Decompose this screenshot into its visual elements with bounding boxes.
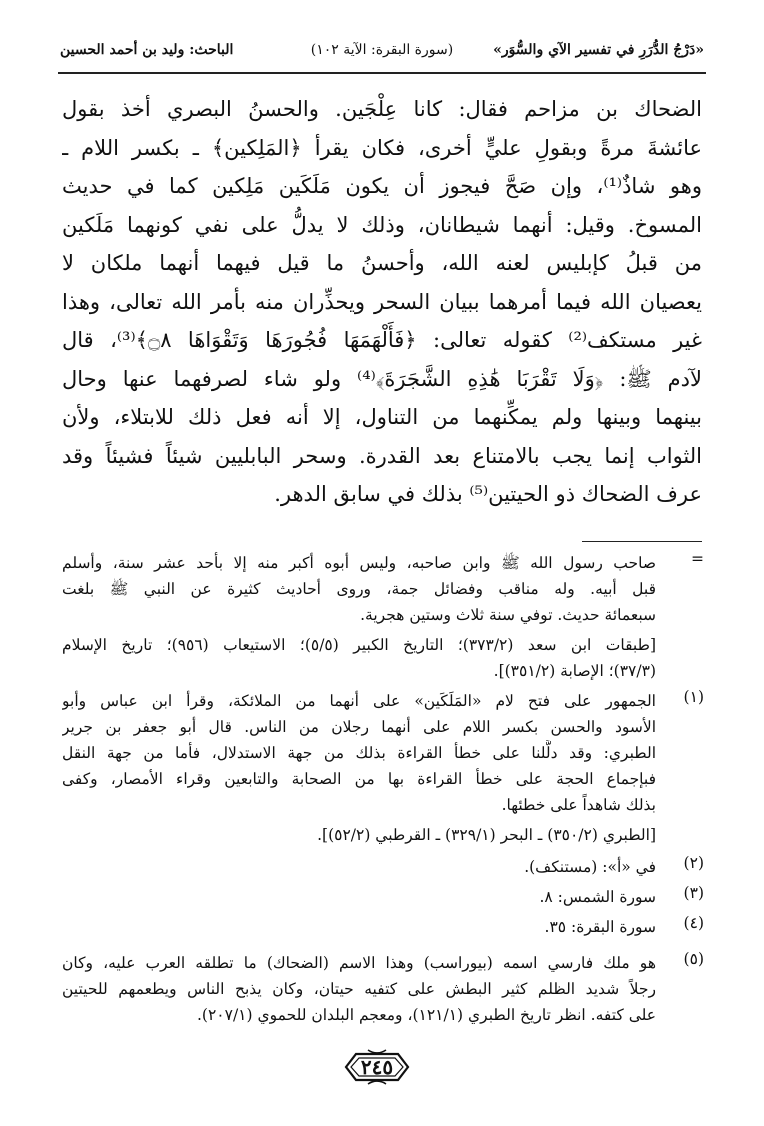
footnote-5: [62, 950, 704, 1028]
text-line: يعصيان الله فيما أمرهما ببيان السحر ويحذِّران منه بأمر الله تعالى، وهذا: [62, 289, 702, 314]
footnote-line: في «أ»: (مستنكف).: [524, 858, 656, 876]
header-rule: [58, 72, 706, 74]
footnote-3: [62, 884, 704, 910]
footnote-continued: [62, 550, 704, 628]
text-line: المسوخ. وقيل: أنهما شيطانان، وذلك لا يدلُّ على نفي كونهما مَلَكين: [62, 212, 702, 237]
main-text: [62, 90, 702, 514]
footnote-line: [طبقات ابن سعد (٣٧٣/٢)؛ التاريخ الكبير (٥/٥)؛ الاستيعاب (٩٥٦)؛ تاريخ الإسلام: [62, 636, 656, 654]
footnote-2: [62, 854, 704, 880]
footnote-line: على كتفه. انظر تاريخ الطبري (١٢١/١)، ومعجم البلدان للحموي (٢٠٧/١).: [196, 1006, 656, 1024]
page-number-ornament: [342, 1048, 412, 1086]
footnote-line: سورة الشمس: ٨.: [539, 888, 656, 906]
footnote-line: صاحب رسول الله ﷺ وابن صاحبه، وليس أبوه أكبر منه إلا بأحد عشر سنة، وأسلم: [62, 554, 656, 572]
text-line: عرف الضحاك ذو الحيتين⁽⁵⁾ بذلك في سابق الدهر.: [274, 482, 702, 506]
researcher-name: الباحث: وليد بن أحمد الحسين: [60, 42, 234, 58]
text-line: عائشةَ مرةً وبقولِ عليٍّ أخرى، فكان يقرأ ﴿المَلِكين﴾ ـ بكسر اللام ـ: [62, 135, 702, 160]
footnote-mark: (٣): [683, 884, 704, 902]
footnote-line: سورة البقرة: ٣٥.: [544, 918, 656, 936]
footnote-mark: (٤): [683, 914, 704, 932]
text-line: وهو شاذٌ⁽¹⁾، وإن صَحَّ فيجوز أن يكون مَلَكَين مَلِكين كما في حديث: [62, 174, 702, 198]
text-line: غير مستكف⁽²⁾ كقوله تعالى: ﴿فَأَلْهَمَهَا فُجُورَهَا وَتَقْوَاهَا ۝٨﴾⁽³⁾، قال: [62, 328, 702, 352]
footnote-line: (٣٧/٣)؛ الإصابة (٣٥١/٢)].: [493, 662, 656, 680]
text-line: الثواب إنما يجب بالامتناع بعد القدرة. وسحر البابليين شيئاً فشيئاً وقد: [62, 443, 702, 468]
book-title: «دَرْجُ الدُّرَرِ في تفسير الآي والسُّوَر»: [493, 42, 704, 58]
footnote-line: [الطبري (٣٥٠/٢) ـ البحر (٣٢٩/١) ـ القرطبي (٥٢/٢)].: [317, 826, 656, 844]
text-line: بينهما وبينها ولم يمكِّنهما من التناول، إلا أنه فعل ذلك للابتلاء، ولأن: [62, 405, 702, 429]
text-line: لآدم ﷺ: ﴿وَلَا تَقْرَبَا هَٰذِهِ الشَّجَرَةَ﴾⁽⁴⁾ ولو شاء لصرفهما عنها وحال: [62, 366, 702, 391]
footnote-line: فبإجماع الحجة على خطأ القراءة بها من الصحابة والتابعين وقراء الأمصار، وكفى: [62, 770, 656, 788]
footnote-sources: [62, 632, 704, 684]
footnote-line: هو ملك فارسي اسمه (بيوراسب) وهذا الاسم (الضحاك) ما تطلقه العرب عليه، وكان: [62, 954, 656, 972]
footnote-line: الطبري: وقد دلَّلنا على خطأ القراءة بذلك من جهة الاستدلال، فأما من جهة النقل: [62, 744, 656, 762]
footnote-mark: =: [691, 550, 704, 568]
footnote-line: الأسود والحسن بكسر اللام على أنهما رجلان من الناس. قال أبو جعفر بن جرير: [62, 718, 656, 736]
surah-reference: (سورة البقرة: الآية ١٠٢): [310, 42, 454, 58]
page-number: ٢٤٥: [360, 1055, 394, 1079]
footnote-line: بذلك شاهداً على خطئها.: [501, 796, 656, 814]
footnote-4: [62, 914, 704, 940]
footnote-mark: (١): [683, 688, 704, 706]
text-line: الضحاك بن مزاحم فقال: كانا عِلْجَين. والحسنُ البصري أخذ بقول: [62, 97, 702, 121]
footnote-1-sources: [62, 822, 704, 848]
footnote-mark: (٢): [683, 854, 704, 872]
text-line: من قبلُ كإبليس لعنه الله، وأحسنُ ما قيل فيهما أنهما ملكان لا: [62, 251, 702, 275]
running-header: [60, 38, 704, 68]
footnote-1: [62, 688, 704, 818]
footnote-line: قبل أبيه. وله مناقب وفضائل جمة، وروى أحاديث كثيرة عن النبي ﷺ بلغت: [62, 580, 656, 598]
footnote-mark: (٥): [683, 950, 704, 968]
footnote-line: رجلاً شديد الظلم كثير البطش على كتفيه حيتان، وكان يذبح الناس ويطعمهم للحيتين: [62, 980, 656, 998]
footnote-line: الجمهور على فتح لام «المَلَكَين» على أنهما من الملائكة، وقرأ ابن عباس وأبو: [62, 692, 656, 710]
footnote-separator: [582, 541, 702, 542]
footnote-line: سبعمائة حديث. توفي سنة ثلاث وستين هجرية.: [360, 606, 656, 624]
